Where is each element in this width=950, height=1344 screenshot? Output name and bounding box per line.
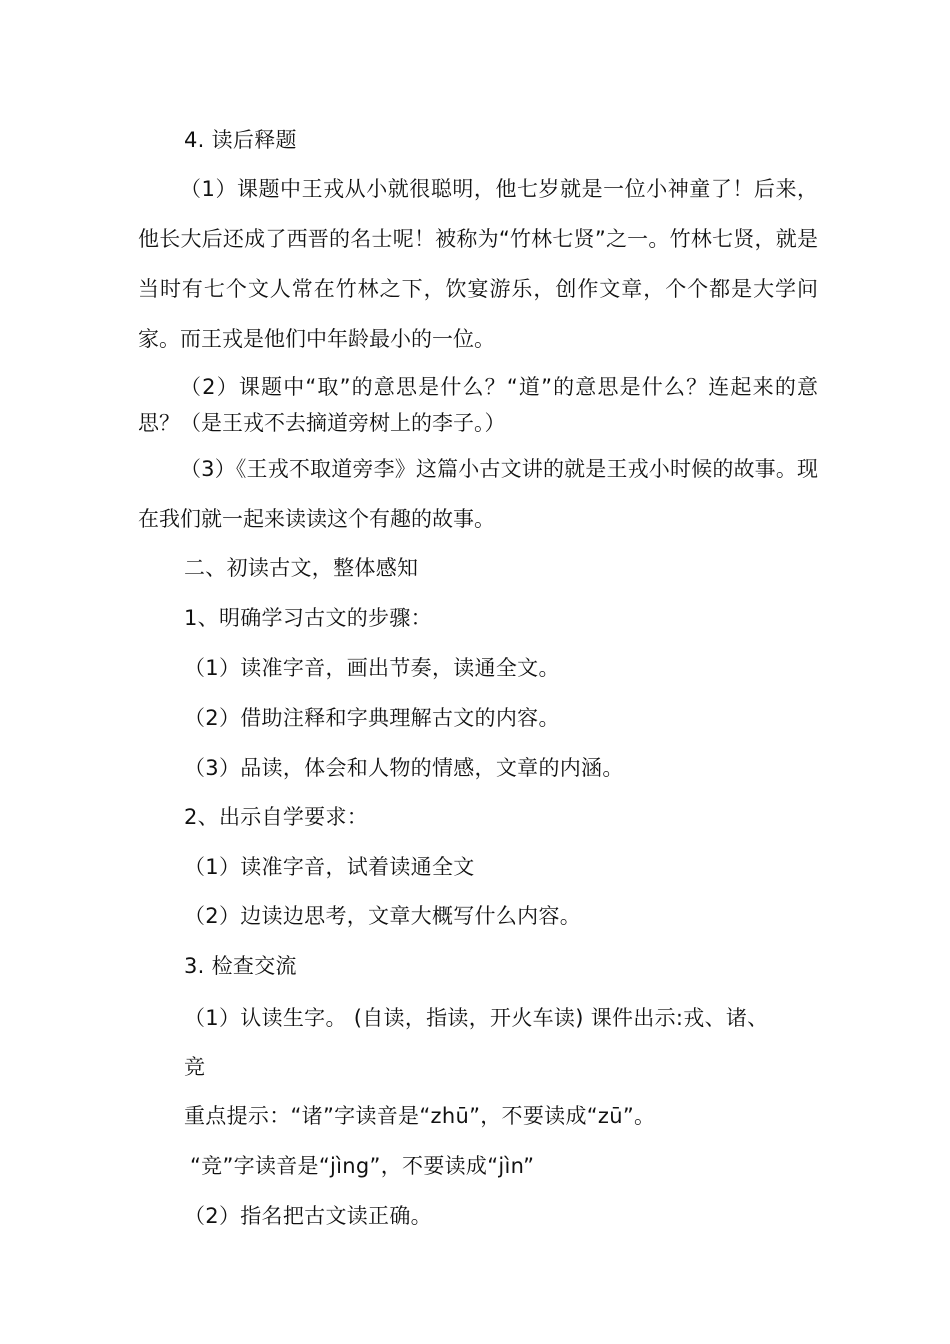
key-tip-2: “竞”字读音是“jìng”，不要读成“jìn” [190, 1154, 535, 1178]
paragraph-1 [138, 164, 818, 364]
paragraph-3 [138, 444, 818, 544]
paragraph-3-text: （3）《王戎不取道旁李》这篇小古文讲的就是王戎小时候的故事。现在我们就一起来读读这个有趣的故事。 [138, 457, 818, 531]
step-1-item-1: （1）读准字音，画出节奏，读通全文。 [184, 656, 560, 680]
step-3-heading: 3. 检查交流 [184, 954, 297, 978]
step-1-item-3: （3）品读，体会和人物的情感，文章的内涵。 [184, 756, 624, 780]
step-1-heading: 1、明确学习古文的步骤： [184, 606, 432, 630]
step-2-item-1: （1）读准字音，试着读通全文 [184, 855, 475, 879]
key-tip-1: 重点提示：“诸”字读音是“zhū”，不要读成“zū”。 [184, 1104, 656, 1128]
step-2-item-2: （2）边读边思考，文章大概写什么内容。 [184, 904, 582, 928]
paragraph-2-text: （2）课题中“取”的意思是什么？“道”的意思是什么？连起来的意思？（是王戎不去摘道旁树上的李子。） [138, 375, 818, 435]
section-heading-2: 二、初读古文，整体感知 [184, 556, 419, 580]
step-1-item-2: （2）借助注释和字典理解古文的内容。 [184, 706, 560, 730]
step-2-heading: 2、出示自学要求： [184, 805, 369, 829]
section-heading-4: 4. 读后释题 [184, 128, 297, 152]
paragraph-2 [138, 362, 818, 441]
step-3-item-1: （1）认读生字。 (自读，指读，开火车读) 课件出示:戎、诸、 [184, 1006, 769, 1030]
paragraph-1-text: （1）课题中王戎从小就很聪明，他七岁就是一位小神童了！后来，他长大后还成了西晋的名士呢！被称为“竹林七贤”之一。竹林七贤，就是当时有七个文人常在竹林之下，饮宴游乐，创作文章，个个都是大学问家。而王戎是他们中年龄最小的一位。 [138, 177, 818, 351]
step-3-item-2: （2）指名把古文读正确。 [184, 1204, 432, 1228]
step-3-item-1-continued: 竞 [184, 1055, 206, 1079]
